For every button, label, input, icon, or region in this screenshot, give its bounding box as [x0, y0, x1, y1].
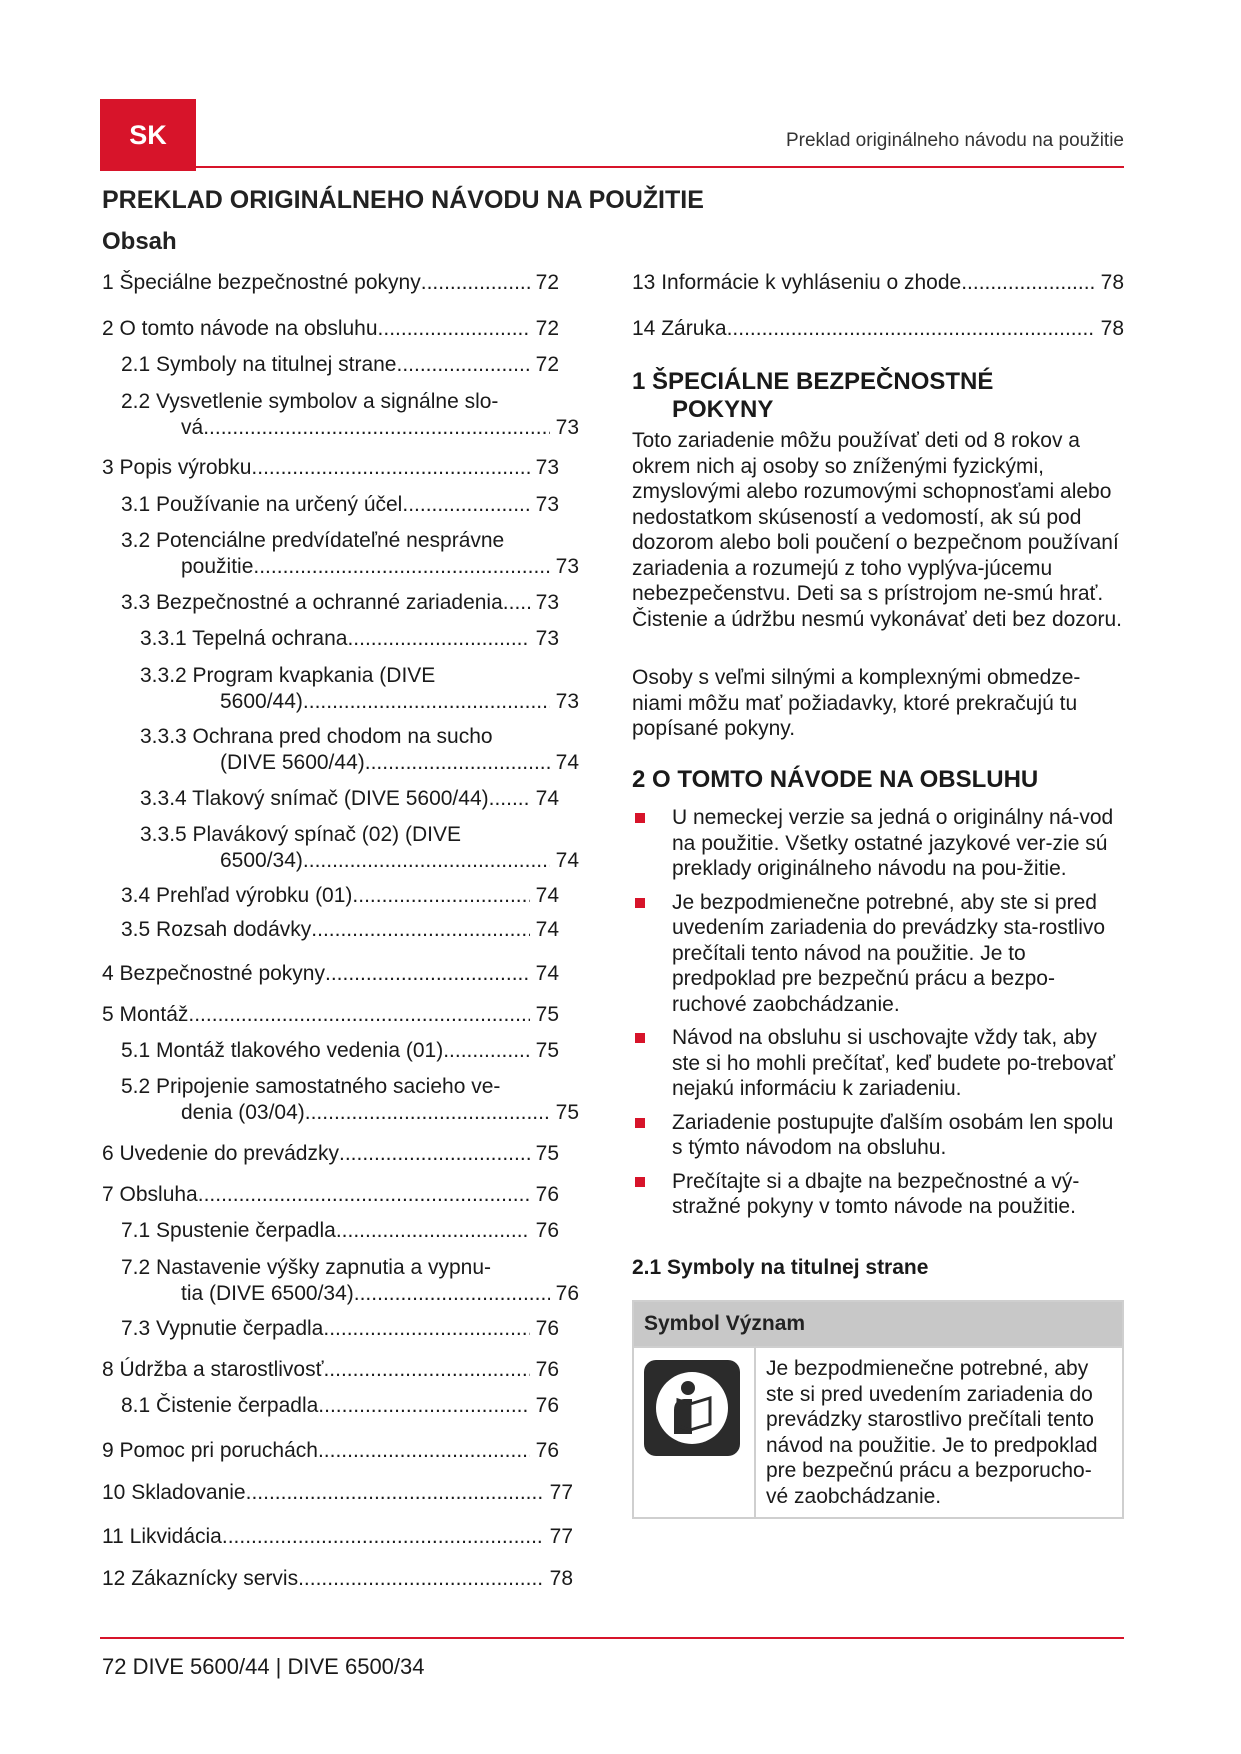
toc-leader-dots [347, 626, 529, 652]
toc-entry-title: 6 Uvedenie do prevádzky [102, 1142, 339, 1165]
document-title: PREKLAD ORIGINÁLNEHO NÁVODU NA POUŽITIE [102, 186, 704, 214]
toc-entry-title: 9 Pomoc pri poruchách [102, 1439, 318, 1462]
toc-entry-title: 6500/34) [220, 849, 303, 872]
read-manual-icon [644, 1360, 740, 1456]
toc-leader-dots [318, 1393, 529, 1419]
toc-page-number: 72 [535, 317, 559, 340]
toc-leader-dots [489, 786, 530, 812]
toc-leader-dots [339, 1141, 530, 1167]
toc-entry[interactable] [102, 1566, 573, 1592]
symbol-meaning-cell: Je bezpodmienečne potrebné, aby ste si pred uvedením zariadenia do prevádzky starostlivo prečítali tento návod na použitie. Je to predpoklad pre bezpečnú prácu a bezporucho-vé zaobchádzanie. [755, 1347, 1123, 1518]
toc-entry-title: 14 Záruka [632, 317, 727, 340]
toc-page-number: 76 [535, 1358, 559, 1381]
toc-page-number: 78 [1100, 271, 1124, 294]
bullet-item: Je bezpodmienečne potrebné, aby ste si pred uvedením zariadenia do prevádzky sta-rostlivo prečítali tento návod na použitie. Je to predpoklad pre bezpečnú prácu a bezpo-ruchové zaobchádzanie. [632, 890, 1124, 1018]
toc-entry[interactable] [140, 663, 579, 715]
symbol-table [632, 1300, 1124, 1519]
toc-page-number: 74 [555, 849, 579, 872]
toc-heading: Obsah [102, 228, 177, 255]
toc-entry[interactable] [102, 1480, 573, 1506]
running-header-title: Preklad originálneho návodu na použitie [785, 130, 1124, 151]
toc-entry-title: 3.2 Potenciálne predvídateľné nesprávne [121, 529, 505, 552]
language-badge: SK [100, 99, 196, 171]
bullet-square-icon [635, 898, 645, 908]
toc-entry-title: 3.3.3 Ochrana pred chodom na sucho [140, 725, 493, 748]
toc-entry[interactable] [102, 1002, 559, 1028]
toc-leader-dots [354, 1281, 550, 1307]
toc-leader-dots [303, 689, 550, 715]
toc-entry-title: 8.1 Čistenie čerpadla [121, 1394, 319, 1417]
toc-page-number: 78 [549, 1567, 573, 1590]
toc-page-number: 72 [535, 271, 559, 294]
toc-page-number: 77 [549, 1525, 573, 1548]
bullet-item: U nemeckej verzie sa jedná o originálny ná-vod na použitie. Všetky ostatné jazykové ver-zie sú preklady originálneho návodu na pou-žitie. [632, 805, 1124, 882]
toc-page-number: 73 [535, 591, 559, 614]
bullet-item: Zariadenie postupujte ďalším osobám len spolu s týmto návodom na obsluhu. [632, 1110, 1124, 1161]
toc-leader-dots [323, 1316, 529, 1342]
toc-entry-title: 1 Špeciálne bezpečnostné pokyny [102, 271, 421, 294]
toc-entry[interactable] [102, 1524, 573, 1550]
toc-entry-title: 10 Skladovanie [102, 1481, 246, 1504]
toc-leader-dots [365, 750, 550, 776]
toc-page-number: 76 [535, 1219, 559, 1242]
toc-page-number: 74 [535, 962, 559, 985]
toc-entry[interactable] [121, 492, 559, 518]
toc-page-number: 73 [535, 456, 559, 479]
toc-entry[interactable] [102, 961, 559, 987]
toc-page-number: 72 [535, 353, 559, 376]
section-1-heading: 1 ŠPECIÁLNE BEZPEČNOSTNÉ POKYNY [632, 368, 994, 423]
toc-page-number: 75 [555, 1101, 579, 1124]
toc-leader-dots [253, 554, 549, 580]
toc-entry-title: 5.2 Pripojenie samostatného sacieho ve- [121, 1075, 501, 1098]
toc-leader-dots [246, 1480, 544, 1506]
toc-page-number: 74 [555, 751, 579, 774]
toc-entry-title: použitie [181, 555, 254, 578]
toc-page-number: 76 [555, 1282, 579, 1305]
toc-entry-title: 5 Montáž [102, 1003, 189, 1026]
toc-entry[interactable] [121, 590, 559, 616]
toc-page-number: 73 [535, 627, 559, 650]
toc-leader-dots [727, 316, 1095, 342]
toc-leader-dots [336, 1218, 530, 1244]
toc-entry[interactable] [140, 724, 579, 776]
toc-leader-dots [443, 1038, 529, 1064]
toc-page-number: 73 [535, 493, 559, 516]
toc-entry[interactable] [121, 883, 559, 909]
toc-page-number: 74 [535, 884, 559, 907]
toc-page-number: 78 [1100, 317, 1124, 340]
toc-entry-title: 11 Likvidácia [102, 1525, 222, 1548]
toc-entry[interactable] [102, 316, 559, 342]
toc-leader-dots [323, 1357, 529, 1383]
toc-entry-title: 2.2 Vysvetlenie symbolov a signálne slo- [121, 390, 499, 413]
toc-leader-dots [203, 415, 549, 441]
toc-entry[interactable] [121, 1218, 559, 1244]
toc-entry-title: 3.3.2 Program kvapkania (DIVE [140, 664, 436, 687]
toc-entry[interactable] [121, 1316, 559, 1342]
toc-leader-dots [961, 270, 1094, 296]
bullet-square-icon [635, 1118, 645, 1128]
toc-entry-title: 5.1 Montáž tlakového vedenia (01) [121, 1039, 444, 1062]
toc-leader-dots [311, 917, 529, 943]
bullet-item: Prečítajte si a dbajte na bezpečnostné a vý-stražné pokyny v tomto návode na použitie. [632, 1169, 1124, 1220]
toc-entry-title: 3.1 Používanie na určený účel [121, 493, 403, 516]
toc-entry-title: 3.4 Prehľad výrobku (01) [121, 884, 353, 907]
toc-entry-title: 7 Obsluha [102, 1183, 198, 1206]
toc-entry[interactable] [632, 316, 1124, 342]
toc-entry[interactable] [140, 822, 579, 874]
toc-page-number: 76 [535, 1317, 559, 1340]
page-footer: 72 DIVE 5600/44 | DIVE 6500/34 [102, 1654, 425, 1679]
section-1-paragraph-2: Osoby s veľmi silnými a komplexnými obmedze-niami môžu mať požiadavky, ktoré prekračujú tu popísané pokyny. [632, 666, 1081, 740]
toc-entry-title: 2.1 Symboly na titulnej strane [121, 353, 397, 376]
toc-entry-title: (DIVE 5600/44) [220, 751, 365, 774]
section-1-paragraph-1: Toto zariadenie môžu používať deti od 8 rokov a okrem nich aj osoby so zníženými fyzickými, zmyslovými alebo rozumovými schopnosťami alebo nedostatkom skúseností a vedomostí, ak sú pod dozorom alebo boli poučení o bezpečnom používaní zariadenia a rozumejú z toho vyplýva-júcemu nebezpečenstvu. Deti sa s prístrojom ne-smú hrať. Čistenie a údržbu nesmú vykonávať deti bez dozoru. [632, 429, 1122, 631]
toc-entry[interactable] [121, 1255, 579, 1307]
toc-entry-title: 3.3.5 Plavákový spínač (02) (DIVE [140, 823, 461, 846]
toc-entry[interactable] [632, 270, 1124, 296]
toc-page-number: 76 [535, 1439, 559, 1462]
toc-page-number: 73 [555, 416, 579, 439]
toc-leader-dots [298, 1566, 544, 1592]
toc-entry-title: denia (03/04) [181, 1101, 305, 1124]
bullet-item: Návod na obsluhu si uschovajte vždy tak, aby ste si ho mohli prečítať, keď budete po-trebovať nejakú informáciu k zariadeniu. [632, 1025, 1124, 1102]
toc-entry-title: 13 Informácie k vyhláseniu o zhode [632, 271, 962, 294]
bullet-square-icon [635, 1177, 645, 1187]
toc-entry-title: 2 O tomto návode na obsluhu [102, 317, 378, 340]
toc-leader-dots [352, 883, 529, 909]
toc-entry-title: vá [181, 416, 204, 439]
section-2-bullet-list [632, 805, 1124, 1228]
toc-entry-title: 4 Bezpečnostné pokyny [102, 962, 325, 985]
toc-entry[interactable] [102, 270, 559, 296]
toc-page-number: 77 [549, 1481, 573, 1504]
toc-leader-dots [402, 492, 529, 518]
section-2-1-heading: 2.1 Symboly na titulnej strane [632, 1256, 929, 1279]
toc-page-number: 73 [555, 555, 579, 578]
toc-leader-dots [305, 1100, 550, 1126]
toc-entry-title: 3 Popis výrobku [102, 456, 252, 479]
toc-entry[interactable] [121, 1038, 559, 1064]
toc-entry[interactable] [121, 352, 559, 378]
toc-entry[interactable] [121, 1074, 579, 1126]
toc-entry-title: 7.1 Spustenie čerpadla [121, 1219, 336, 1242]
toc-entry[interactable] [102, 1357, 559, 1383]
toc-entry[interactable] [121, 528, 579, 580]
symbol-table-header: Symbol Význam [633, 1301, 1123, 1347]
section-2-heading: 2 O TOMTO NÁVODE NA OBSLUHU [632, 766, 1039, 793]
toc-entry-title: 3.3 Bezpečnostné a ochranné zariadenia [121, 591, 503, 614]
footer-rule [100, 1637, 1124, 1639]
toc-leader-dots [503, 590, 530, 616]
toc-leader-dots [251, 455, 529, 481]
toc-entry-title: 3.5 Rozsah dodávky [121, 918, 312, 941]
toc-entry[interactable] [102, 1438, 559, 1464]
toc-page-number: 73 [555, 690, 579, 713]
toc-entry[interactable] [121, 1393, 559, 1419]
toc-page-number: 76 [535, 1183, 559, 1206]
toc-leader-dots [222, 1524, 544, 1550]
toc-entry-title: 7.2 Nastavenie výšky zapnutia a vypnu- [121, 1256, 492, 1279]
toc-page-number: 75 [535, 1039, 559, 1062]
toc-entry-title: 3.3.1 Tepelná ochrana [140, 627, 348, 650]
toc-leader-dots [318, 1438, 530, 1464]
toc-entry[interactable] [140, 626, 559, 652]
toc-entry-title: tia (DIVE 6500/34) [181, 1282, 354, 1305]
toc-page-number: 75 [535, 1142, 559, 1165]
toc-entry[interactable] [102, 1141, 559, 1167]
toc-entry-title: 8 Údržba a starostlivosť [102, 1358, 324, 1381]
toc-leader-dots [198, 1182, 530, 1208]
toc-entry-title: 3.3.4 Tlakový snímač (DIVE 5600/44) [140, 787, 489, 810]
toc-leader-dots [325, 961, 530, 987]
toc-leader-dots [378, 316, 530, 342]
toc-entry-title: 5600/44) [220, 690, 303, 713]
toc-page-number: 74 [535, 787, 559, 810]
toc-entry[interactable] [121, 389, 579, 441]
toc-page-number: 75 [535, 1003, 559, 1026]
bullet-square-icon [635, 1033, 645, 1043]
toc-leader-dots [303, 848, 550, 874]
symbol-cell [633, 1347, 755, 1518]
toc-entry-title: 12 Zákaznícky servis [102, 1567, 299, 1590]
toc-entry[interactable] [121, 917, 559, 943]
toc-page-number: 76 [535, 1394, 559, 1417]
toc-leader-dots [396, 352, 529, 378]
toc-entry[interactable] [102, 1182, 559, 1208]
toc-entry-title: 7.3 Vypnutie čerpadla [121, 1317, 324, 1340]
toc-entry[interactable] [140, 786, 559, 812]
header-rule [100, 166, 1124, 168]
toc-leader-dots [188, 1002, 529, 1028]
toc-entry[interactable] [102, 455, 559, 481]
bullet-square-icon [635, 813, 645, 823]
toc-page-number: 74 [535, 918, 559, 941]
toc-leader-dots [421, 270, 530, 296]
